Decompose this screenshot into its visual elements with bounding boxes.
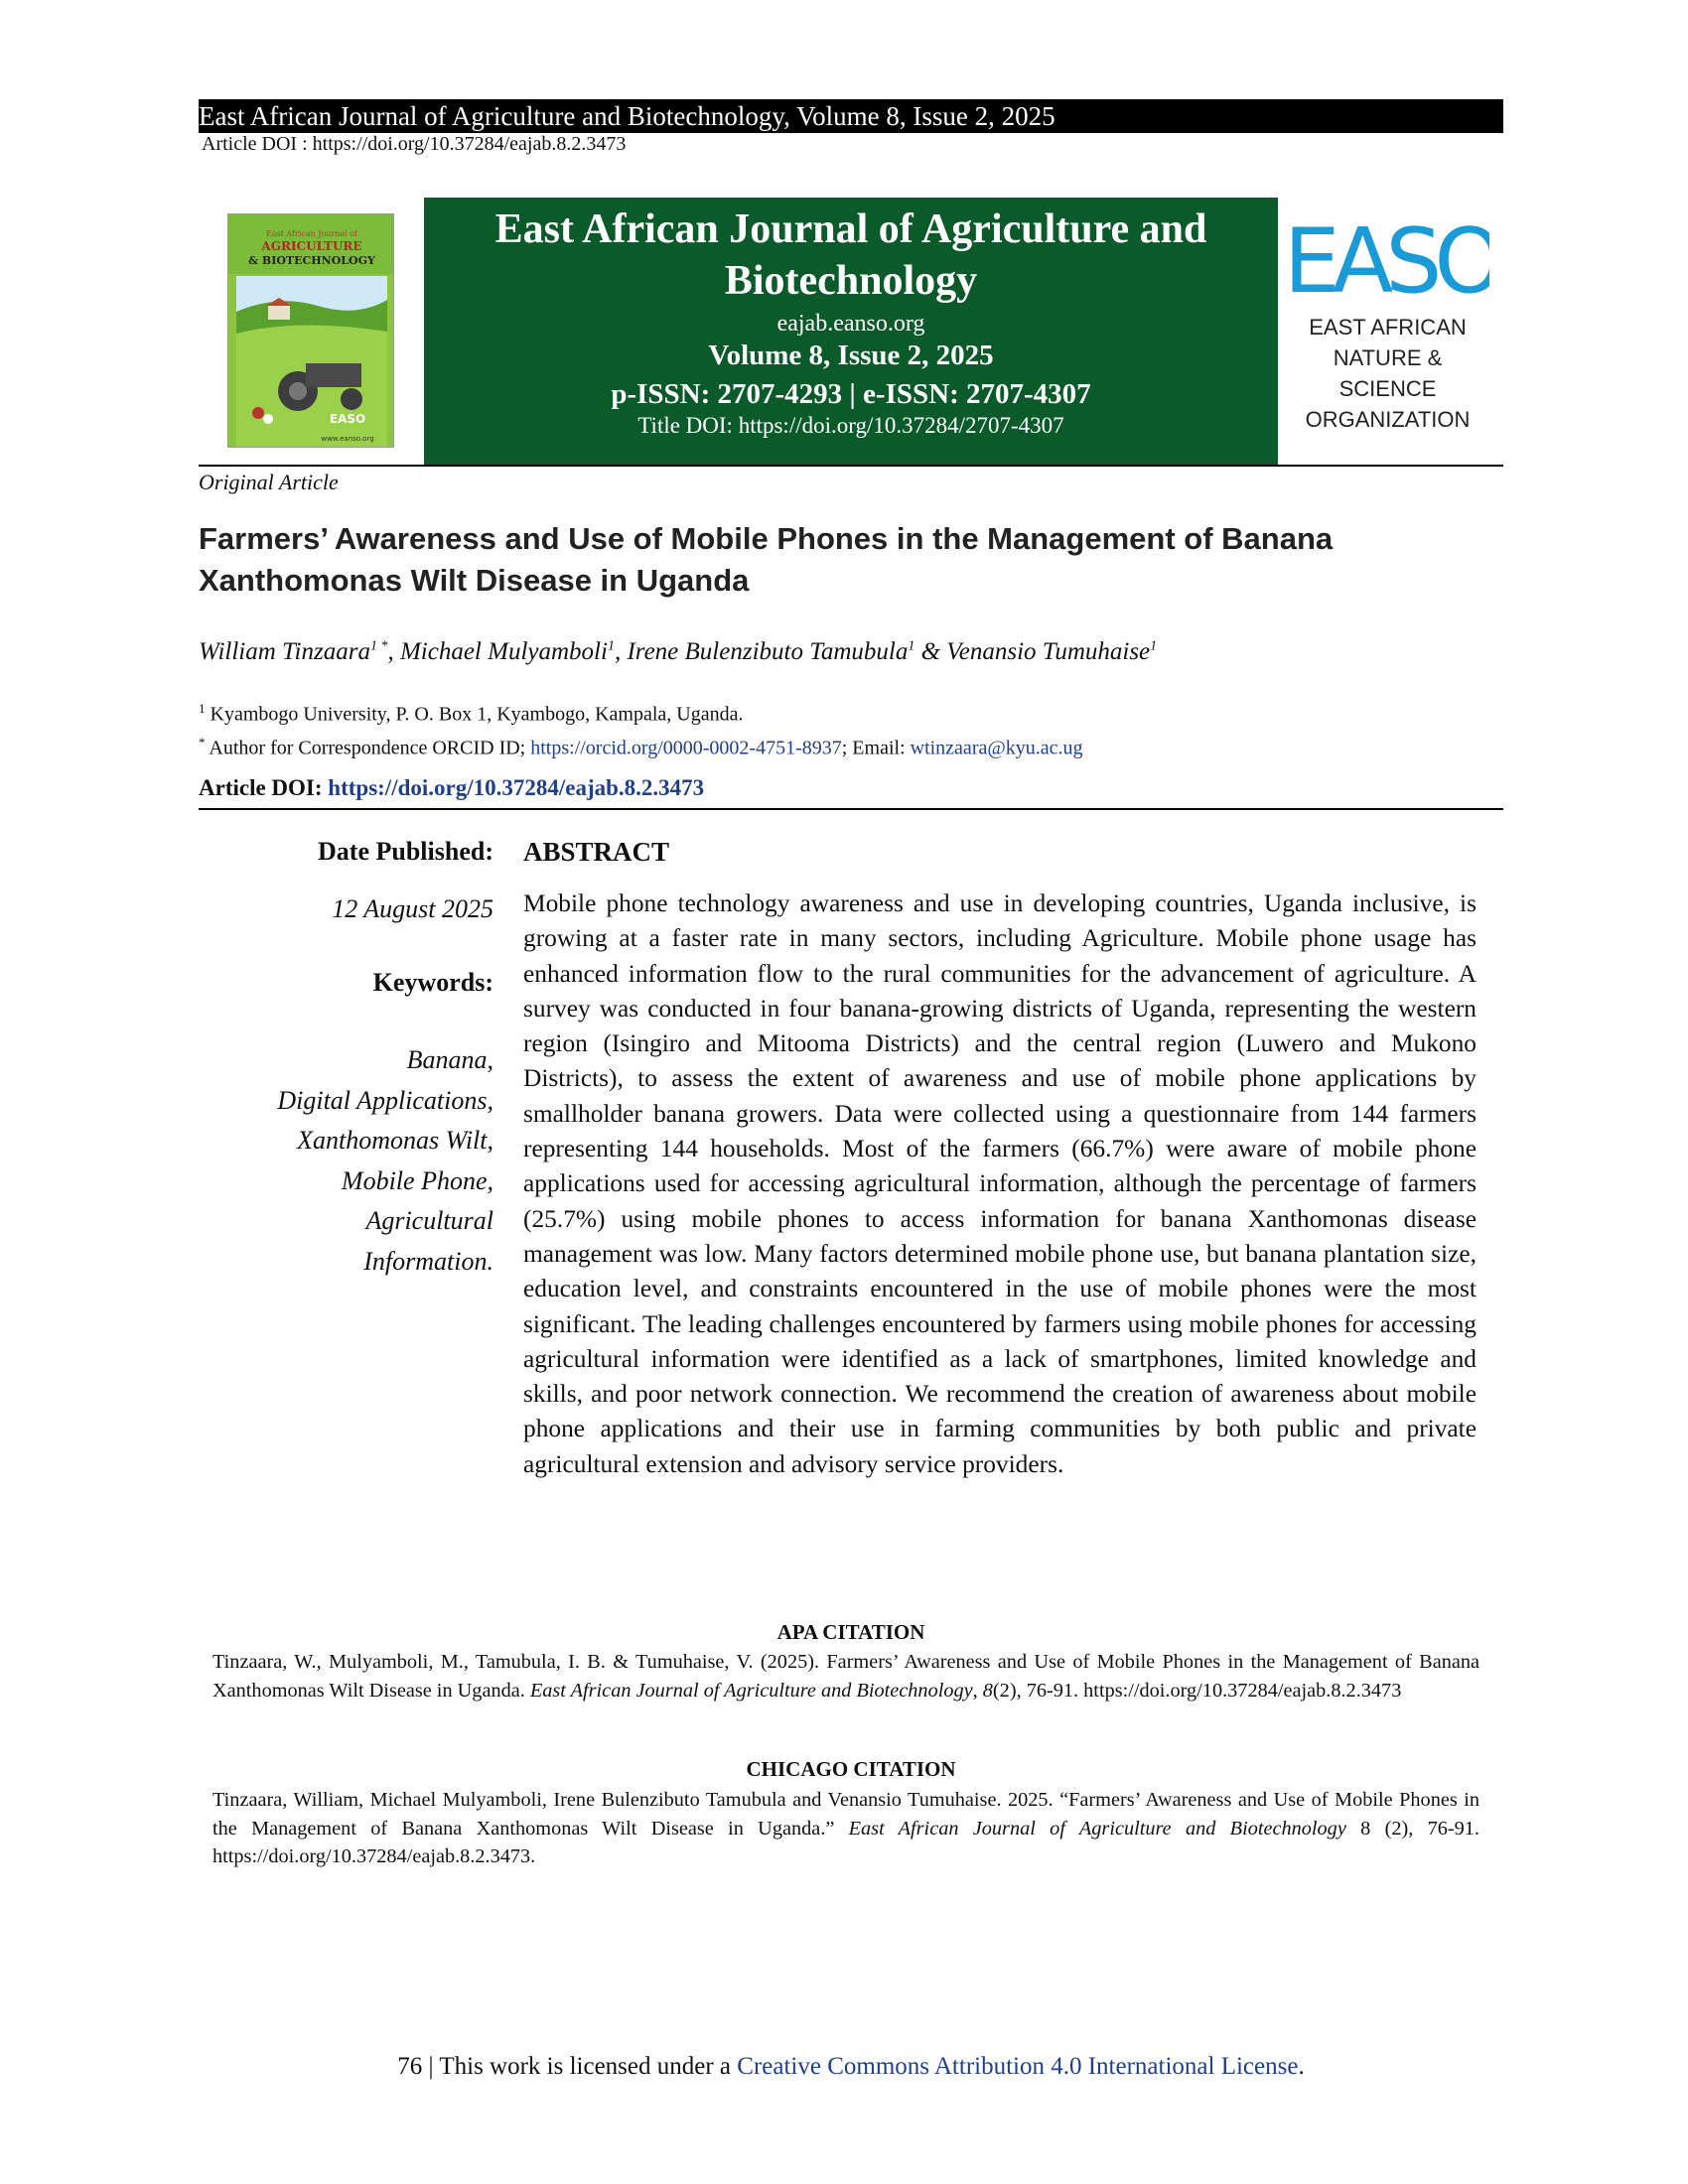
journal-title: East African Journal of Agriculture and Biotechnology (494, 206, 1207, 304)
author-separator: , (387, 638, 400, 665)
author-name: Irene Bulenzibuto Tamubula (627, 638, 909, 665)
keyword: Digital Applications, (277, 1085, 493, 1115)
author-affiliation-mark: 1 (607, 638, 615, 654)
cover-title-line2: & BIOTECHNOLOGY (248, 254, 375, 267)
article-doi-label: Article DOI: (199, 775, 329, 800)
correspondence-prefix: Author for Correspondence ORCID ID; (209, 737, 531, 759)
keyword: Xanthomonas Wilt, (297, 1126, 493, 1155)
keywords-list (199, 1040, 493, 1282)
license-text: | This work is licensed under a (422, 2053, 738, 2080)
journal-title-doi[interactable]: Title DOI: https://doi.org/10.37284/2707-4307 (637, 413, 1064, 438)
abstract-text: Mobile phone technology awareness and use in developing countries, Uganda inclusive, is growing at a faster rate in many sectors, including Agriculture. Mobile phone usage has enhanced information flow to the rural communities for the advancement of agriculture. A survey was conducted in four banana-growing districts of Uganda, representing the western region (Isingiro and Mitooma Districts) and the central region (Luwero and Mukono Districts), to assess the extent of awareness and use of mobile phone applications by smallholder banana growers. Data were collected using a questionnaire from 144 farmers representing 144 households. Most of the farmers (66.7%) were aware of mobile phone applications used for accessing agricultural information, although the percentage of farmers (25.7%) using mobile phones to access information for banana Xanthomonas disease management was low. Many factors determined mobile phone use, but banana plantation size, education level, and constraints encountered in the use of mobile phones were the most significant. The leading challenges encountered by farmers using mobile phones for accessing agricultural information were identified as a lack of smartphones, limited knowledge and skills, and poor network connection. We recommend the creation of awareness about mobile phone applications and their use in farming communities by both public and private agricultural extension and advisory service providers. (523, 889, 1477, 1478)
easo-org-name-line: EAST AFRICAN (1309, 315, 1467, 340)
cover-small-caption: East African Journal of (265, 229, 358, 238)
chicago-citation-text (212, 1786, 1479, 1871)
svg-text:AGRICULTURE (260, 239, 361, 253)
apa-citation-main: Tinzaara, W., Mulyamboli, M., Tamubula, I. B. & Tumuhaise, V. (2025). Farmers’ Awareness and Use of Mobile Phones in the Management of Banana Xanthomonas Wilt Disease in Uganda. (212, 1651, 1479, 1702)
svg-text:EASO (330, 412, 365, 426)
abstract-heading: ABSTRACT (523, 837, 670, 867)
page-footer (199, 2053, 1503, 2081)
affiliation-text: Kyambogo University, P. O. Box 1, Kyambogo, Kampala, Uganda. (210, 703, 744, 726)
orcid-link[interactable]: https://orcid.org/0000-0002-4751-8937 (530, 737, 842, 759)
easo-org-name-line: NATURE & (1333, 345, 1443, 370)
apa-citation-journal: East African Journal of Agriculture and Biotechnology (529, 1679, 973, 1702)
easo-logo-text: EASO (1291, 209, 1489, 308)
apa-citation-volume: 8 (982, 1679, 993, 1702)
date-published-label: Date Published: (318, 837, 493, 866)
easo-org-name-line: ORGANIZATION (1305, 407, 1471, 432)
chicago-citation-heading: CHICAGO CITATION (746, 1757, 956, 1781)
author-name: Venansio Tumuhaise (946, 638, 1151, 665)
doi-divider (199, 808, 1503, 810)
running-header (199, 99, 1503, 133)
email-prefix: ; Email: (841, 737, 911, 759)
chicago-citation-tail: 8 (2), 76-91. https://doi.org/10.37284/eajab.8.2.3473. (212, 1817, 1479, 1867)
journal-masthead-banner (424, 198, 1278, 465)
affiliations (199, 695, 1083, 761)
license-link[interactable]: Creative Commons Attribution 4.0 International License (737, 2053, 1299, 2080)
journal-cover-image (227, 213, 394, 448)
easo-org-name-line: SCIENCE (1338, 376, 1437, 401)
masthead-divider (199, 465, 1503, 467)
apa-citation-tail: (2), 76-91. https://doi.org/10.37284/eajab.8.2.3473 (992, 1679, 1402, 1702)
article-type: Original Article (199, 470, 339, 494)
affiliation-mark: 1 (199, 701, 206, 716)
journal-issn: p-ISSN: 2707-4293 | e-ISSN: 2707-4307 (611, 378, 1091, 410)
author-separator: , (614, 638, 628, 665)
apa-citation-separator: , (972, 1679, 983, 1702)
correspondence-mark: * (199, 734, 206, 750)
author-name: Michael Mulyamboli (399, 638, 608, 665)
keywords-label: Keywords: (372, 968, 493, 997)
svg-text:East African Journal of (266, 229, 358, 238)
author-affiliation-mark: 1 (908, 638, 915, 654)
cover-logo-text: EASO (329, 412, 366, 426)
running-header-journal: East African Journal of Agriculture and Biotechnology, Volume 8, Issue 2, 2025 (199, 101, 1055, 131)
page-number: 76 (397, 2053, 423, 2080)
keyword: Banana, (406, 1045, 493, 1074)
cover-title-line1: AGRICULTURE (261, 239, 362, 253)
email-link[interactable]: wtinzaara@kyu.ac.ug (910, 737, 1083, 759)
keyword: Information. (363, 1246, 493, 1276)
svg-text:& BIOTECHNOLOGY (248, 254, 375, 267)
keyword: Agricultural (365, 1206, 493, 1235)
article-sidebar (199, 836, 493, 1282)
apa-citation-text (212, 1648, 1479, 1705)
easo-org-name (1286, 312, 1489, 435)
running-header-doi: Article DOI : https://doi.org/10.37284/eajab.8.2.3473 (202, 133, 627, 155)
cover-url: www.eanso.org (321, 435, 374, 443)
author-list (199, 638, 1157, 666)
author-separator: & (914, 638, 947, 665)
journal-website[interactable]: eajab.eanso.org (776, 311, 925, 337)
chicago-citation-journal: East African Journal of Agriculture and Biotechnology (848, 1817, 1346, 1840)
journal-volume: Volume 8, Issue 2, 2025 (708, 340, 994, 371)
apa-citation-heading: APA CITATION (776, 1620, 925, 1644)
author-affiliation-mark: 1 * (369, 638, 388, 654)
article-doi-link[interactable]: https://doi.org/10.37284/eajab.8.2.3473 (328, 775, 705, 800)
svg-text:www.eanso.org (321, 435, 373, 443)
article-title: Farmers’ Awareness and Use of Mobile Phones in the Management of Banana Xanthomonas Wilt Disease in Uganda (199, 521, 1334, 598)
correspondence-line (199, 729, 1083, 762)
affiliation-line (199, 695, 1083, 729)
chicago-citation-main: Tinzaara, William, Michael Mulyamboli, Irene Bulenzibuto Tamubula and Venansio Tumuhaise. 2025. “Farmers’ Awareness and Use of Mobile Phones in the Management of Banana Xanthomonas Wilt Disease in Uganda.” (212, 1789, 1479, 1840)
keyword: Mobile Phone, (341, 1165, 493, 1195)
footer-period: . (1298, 2053, 1305, 2080)
author-affiliation-mark: 1 (1150, 638, 1158, 654)
easo-logo (1291, 208, 1489, 308)
author-name: William Tinzaara (199, 638, 370, 665)
date-published: 12 August 2025 (332, 894, 493, 923)
article-doi (199, 775, 704, 801)
